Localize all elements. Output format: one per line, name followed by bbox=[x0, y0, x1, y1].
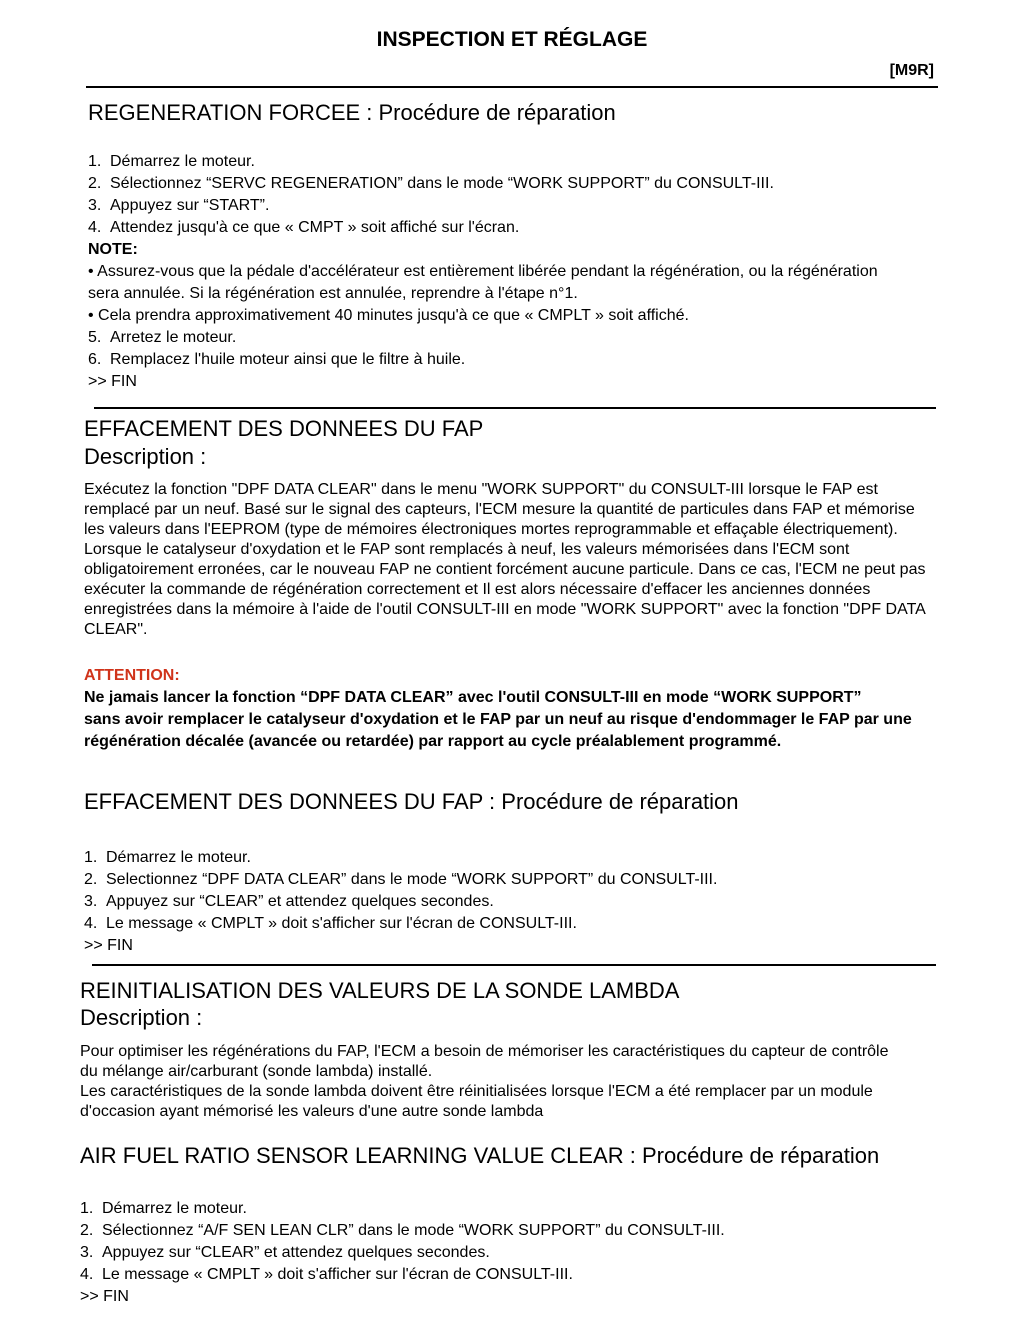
fap-description-paragraph: Exécutez la fonction "DPF DATA CLEAR" dans le menu "WORK SUPPORT" du CONSULT-III lorsque le FAP est remplacé par un neuf. Basé sur le signal des capteurs, l'ECM mesure la quantité de particules dans FAP et mémorise les valeurs dans l'EEPROM (type de mémoires électroniques mortes reprogrammable et effaçable électriquement). Lorsque le catalyseur d'oxydation et le FAP sont remplacés à neuf, les valeurs mémorisées dans l'ECM sont obligatoirement erronées, car le nouveau FAP ne contient forcément aucune particule. Dans ce cas, l'ECM ne peut pas exécuter la commande de régénération correctement et Il est alors nécessaire d'effacer les anciennes données enregistrées dans la mémoire à l'aide de l'outil CONSULT-III en mode "WORK SUPPORT" avec la fonction "DPF DATA CLEAR". bbox=[84, 481, 926, 638]
section-heading-lambda: REINITIALISATION DES VALEURS DE LA SONDE LAMBDA bbox=[80, 978, 680, 1003]
lambda-description-paragraph: Pour optimiser les régénérations du FAP, l'ECM a besoin de mémoriser les caractéristiques du capteur de contrôle du mélange air/carburant (sonde lambda) installé. Les caractéristiques de la sonde lambda doivent être réinitialisées lorsque l'ECM a été remplacer par un module d'occasion ayant mémorisé les valeurs d'une autre sonde lambda bbox=[80, 1043, 889, 1120]
list-item: 2. Sélectionnez “SERVC REGENERATION” dans le mode “WORK SUPPORT” du CONSULT-III. bbox=[88, 175, 774, 192]
list-item: 3. Appuyez sur “CLEAR” et attendez quelques secondes. bbox=[80, 1244, 490, 1261]
list-item: 2. Selectionnez “DPF DATA CLEAR” dans le mode “WORK SUPPORT” du CONSULT-III. bbox=[84, 871, 718, 888]
end-marker: >> FIN bbox=[80, 1288, 129, 1305]
fap-procedure-steps bbox=[84, 847, 717, 957]
section-heading-fap-procedure: EFFACEMENT DES DONNEES DU FAP : Procédure de réparation bbox=[84, 789, 739, 814]
list-item: 5. Arretez le moteur. bbox=[88, 329, 237, 346]
list-item: 4. Attendez jusqu'à ce que « CMPT » soit affiché sur l'écran. bbox=[88, 219, 520, 236]
section-divider bbox=[94, 407, 936, 409]
engine-code: [M9R] bbox=[889, 62, 934, 79]
list-item: 3. Appuyez sur “CLEAR” et attendez quelques secondes. bbox=[84, 893, 494, 910]
note-line: • Assurez-vous que la pédale d'accélérateur est entièrement libérée pendant la régénération, ou la régénération bbox=[88, 263, 878, 280]
section-divider bbox=[92, 964, 936, 966]
note-line: • Cela prendra approximativement 40 minutes jusqu'à ce que « CMPLT » soit affiché. bbox=[88, 307, 689, 324]
list-item: 4. Le message « CMPLT » doit s'afficher sur l'écran de CONSULT-III. bbox=[84, 915, 577, 932]
list-item: 1. Démarrez le moteur. bbox=[88, 153, 255, 170]
list-item: 1. Démarrez le moteur. bbox=[84, 849, 251, 866]
note-label: NOTE: bbox=[88, 241, 138, 258]
note-line: sera annulée. Si la régénération est annulée, reprendre à l'étape n°1. bbox=[88, 285, 578, 302]
section-heading-air-fuel: AIR FUEL RATIO SENSOR LEARNING VALUE CLEAR : Procédure de réparation bbox=[80, 1143, 880, 1168]
list-item: 2. Sélectionnez “A/F SEN LEAN CLR” dans le mode “WORK SUPPORT” du CONSULT-III. bbox=[80, 1222, 725, 1239]
attention-label: ATTENTION: bbox=[84, 667, 180, 684]
list-item: 3. Appuyez sur “START”. bbox=[88, 197, 270, 214]
list-item: 4. Le message « CMPLT » doit s'afficher sur l'écran de CONSULT-III. bbox=[80, 1266, 573, 1283]
air-fuel-procedure-steps bbox=[80, 1198, 725, 1308]
regeneration-steps-a bbox=[88, 151, 878, 393]
section-heading-fap-data: EFFACEMENT DES DONNEES DU FAP bbox=[84, 416, 484, 441]
header-divider bbox=[86, 86, 938, 88]
description-label: Description : bbox=[80, 1005, 203, 1030]
attention-text: Ne jamais lancer la fonction “DPF DATA CLEAR” avec l'outil CONSULT-III en mode “WORK SUPPORT” sans avoir remplacer le catalyseur d'oxydation et le FAP par un neuf au risque d'endommager le FAP par une régénération décalée (avancée ou retardée) par rapport au cycle préalablement programmé. bbox=[84, 689, 912, 750]
end-marker: >> FIN bbox=[88, 373, 137, 390]
description-label: Description : bbox=[84, 444, 207, 469]
list-item: 1. Démarrez le moteur. bbox=[80, 1200, 247, 1217]
page-title: INSPECTION ET RÉGLAGE bbox=[376, 28, 648, 51]
end-marker: >> FIN bbox=[84, 937, 133, 954]
section-heading-regeneration: REGENERATION FORCEE : Procédure de réparation bbox=[88, 100, 616, 125]
list-item: 6. Remplacez l'huile moteur ainsi que le filtre à huile. bbox=[88, 351, 466, 368]
